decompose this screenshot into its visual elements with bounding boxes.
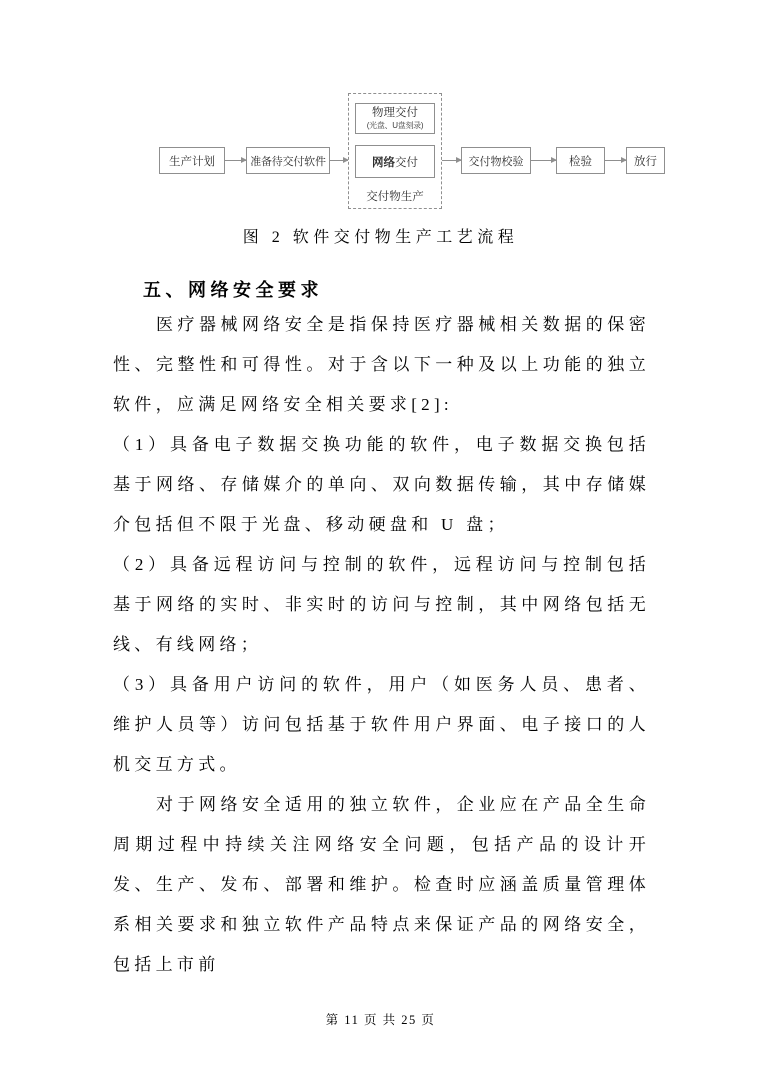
flow-node-deliverable-check [461, 147, 531, 174]
arrow-right-icon [442, 160, 461, 161]
flow-node-release [626, 147, 665, 174]
flow-node-physical-delivery [355, 103, 435, 134]
figure-flowchart [0, 0, 761, 225]
flow-node-label: 物理交付 [372, 107, 418, 120]
page-number-footer: 第 11 页 共 25 页 [325, 1013, 436, 1027]
arrow-right-icon [605, 160, 626, 161]
arrow-right-icon [531, 160, 556, 161]
section-heading: 五、网络安全要求 [143, 280, 323, 300]
flow-node-production-plan [159, 147, 225, 174]
arrow-right-icon [330, 160, 348, 161]
flow-node-label: 检验 [569, 155, 592, 168]
flow-node-label: 交付物校验 [468, 155, 524, 168]
flow-node-label: 交付 [395, 156, 418, 169]
flow-node-sublabel: (光盘、U盘刻录) [366, 120, 424, 130]
flow-node-label: 准备待交付软件 [250, 155, 326, 168]
paragraphs [113, 305, 650, 985]
figure-caption: 图 2 软件交付物生产工艺流程 [242, 229, 519, 246]
flow-group-label: 交付物生产 [366, 191, 424, 203]
arrow-right-icon [225, 160, 246, 161]
flow-node-label-emphasis: 网络 [372, 156, 395, 169]
flow-node-prepare-software [246, 147, 330, 174]
section-body [113, 278, 650, 985]
flow-node-label: 生产计划 [169, 155, 215, 168]
flow-node-label: 放行 [634, 155, 657, 168]
flow-node-inspection [556, 147, 605, 174]
paragraph: 医疗器械网络安全是指保持医疗器械相关数据的保密性、完整性和可得性。对于含以下一种及以上功能的独立软件，应满足网络安全相关要求[2]: [113, 315, 650, 414]
flow-node-network-delivery [355, 145, 435, 178]
paragraph: （3）具备用户访问的软件，用户（如医务人员、患者、维护人员等）访问包括基于软件用户界面、电子接口的人机交互方式。 [113, 675, 650, 774]
paragraph: （2）具备远程访问与控制的软件，远程访问与控制包括基于网络的实时、非实时的访问与控制，其中网络包括无线、有线网络； [113, 555, 650, 654]
paragraph: （1）具备电子数据交换功能的软件，电子数据交换包括基于网络、存储媒介的单向、双向数据传输，其中存储媒介包括但不限于光盘、移动硬盘和 U 盘； [113, 435, 650, 534]
paragraph: 对于网络安全适用的独立软件，企业应在产品全生命周期过程中持续关注网络安全问题，包括产品的设计开发、生产、发布、部署和维护。检查时应涵盖质量管理体系相关要求和独立软件产品特点来保证产品的网络安全，包括上市前 [113, 795, 650, 974]
